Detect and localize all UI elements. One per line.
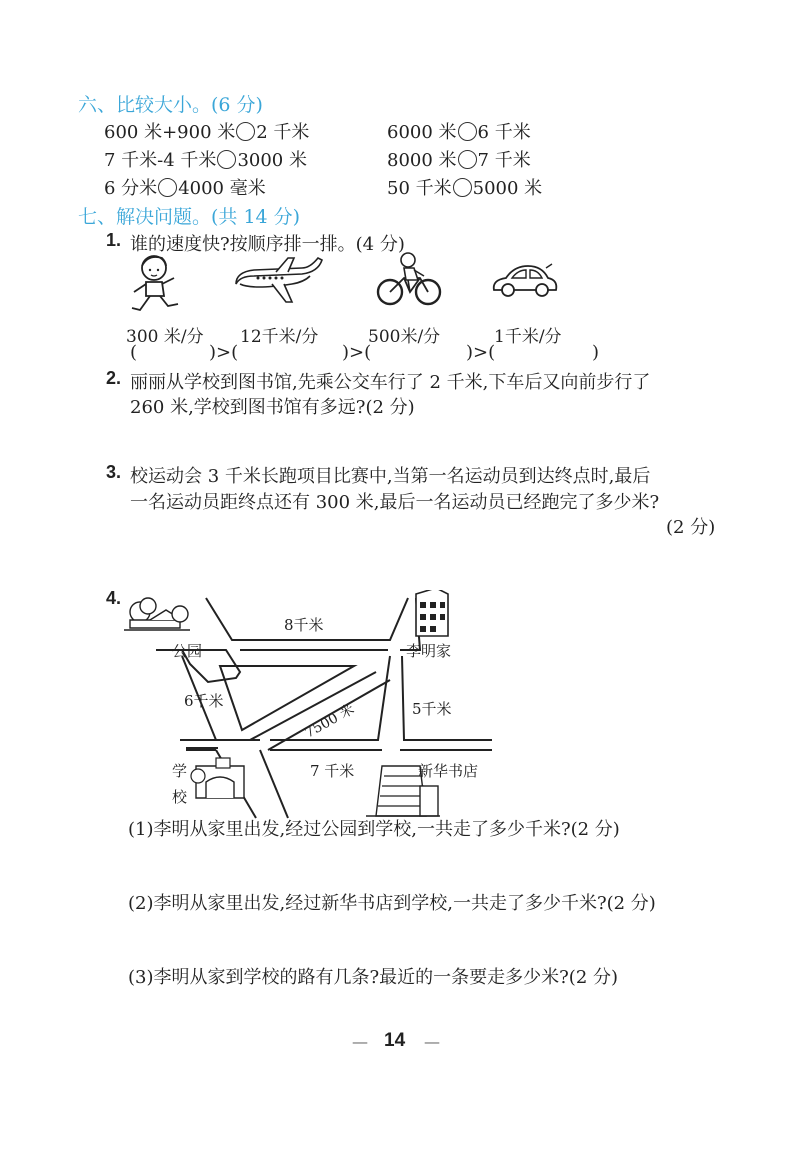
left-road-label: 6千米 <box>184 692 224 710</box>
order-greater: )>( <box>342 342 372 363</box>
section7-title: 七、解决问题。(共 14 分) <box>78 206 301 228</box>
compare-item <box>104 118 309 144</box>
compare-right-value: 5000 米 <box>472 178 543 199</box>
compare-left-value: 6 分米 <box>104 178 158 199</box>
compare-item <box>387 118 531 144</box>
compare-left-value: 600 米+900 米 <box>104 122 236 143</box>
q1-text: 谁的速度快?按顺序排一排。(4 分) <box>130 234 405 255</box>
q1-number: 1. <box>106 230 122 250</box>
home-building-icon <box>416 590 448 636</box>
home-label: 李明家 <box>406 642 452 660</box>
bottom-road-label: 7 千米 <box>310 762 355 780</box>
school-label-top: 学 <box>172 762 188 780</box>
speed-label: 300 米/分 <box>126 327 204 347</box>
compare-item <box>387 174 542 200</box>
school-icon <box>191 758 244 798</box>
compare-circle[interactable] <box>158 178 177 197</box>
order-greater: )>( <box>209 342 239 363</box>
compare-circle[interactable] <box>217 150 236 169</box>
page-dash-right: — <box>424 1032 440 1051</box>
compare-circle[interactable] <box>458 122 477 141</box>
cyclist-icon <box>376 252 442 308</box>
compare-left-value: 8000 米 <box>387 150 457 171</box>
compare-right-value: 3000 米 <box>237 150 307 171</box>
compare-item <box>104 146 307 172</box>
speed-label: 12千米/分 <box>240 327 319 347</box>
order-close: ) <box>592 342 600 363</box>
compare-left-value: 7 千米-4 千米 <box>104 150 217 171</box>
school-label-bottom: 校 <box>172 788 188 806</box>
diagonal-road-label: 7500 米 <box>302 701 358 742</box>
q3-number: 3. <box>106 462 122 482</box>
compare-right-value: 4000 毫米 <box>178 178 266 199</box>
top-road-label: 8千米 <box>284 616 324 634</box>
q4-sub1: (1)李明从家里出发,经过公园到学校,一共走了多少千米?(2 分) <box>128 819 620 840</box>
park-label: 公园 <box>172 642 203 660</box>
q4-number: 4. <box>106 588 122 608</box>
park-icon <box>124 598 190 630</box>
compare-left-value: 6000 米 <box>387 122 457 143</box>
order-greater: )>( <box>466 342 496 363</box>
page-number: 14 <box>384 1030 406 1051</box>
compare-left-value: 50 千米 <box>387 178 452 199</box>
car-icon <box>490 262 560 300</box>
page-dash-left: — <box>352 1032 368 1051</box>
bookstore-label: 新华书店 <box>418 762 479 780</box>
speed-label: 500米/分 <box>368 327 441 347</box>
q2-line: 260 米,学校到图书馆有多远?(2 分) <box>130 397 415 418</box>
q3-score: (2 分) <box>666 517 716 538</box>
right-road-label: 5千米 <box>412 700 452 718</box>
compare-item <box>387 146 531 172</box>
order-open: ( <box>130 342 138 363</box>
compare-right-value: 7 千米 <box>477 150 531 171</box>
speed-label: 1千米/分 <box>494 327 562 347</box>
q2-number: 2. <box>106 368 122 388</box>
airplane-icon <box>232 254 324 306</box>
q3-line: 校运动会 3 千米长跑项目比赛中,当第一名运动员到达终点时,最后 <box>130 466 651 487</box>
section6-title: 六、比较大小。(6 分) <box>78 94 263 116</box>
runner-child-icon <box>126 252 186 316</box>
q4-sub3: (3)李明从家到学校的路有几条?最近的一条要走多少米?(2 分) <box>128 967 619 988</box>
route-map <box>120 590 500 820</box>
compare-item <box>104 174 266 200</box>
compare-right-value: 6 千米 <box>477 122 531 143</box>
compare-circle[interactable] <box>458 150 477 169</box>
compare-circle[interactable] <box>236 122 255 141</box>
q3-line: 一名运动员距终点还有 300 米,最后一名运动员已经跑完了多少米? <box>130 492 660 513</box>
compare-circle[interactable] <box>453 178 472 197</box>
q4-sub2: (2)李明从家里出发,经过新华书店到学校,一共走了多少千米?(2 分) <box>128 893 656 914</box>
q2-line: 丽丽从学校到图书馆,先乘公交车行了 2 千米,下车后又向前步行了 <box>130 372 651 393</box>
compare-right-value: 2 千米 <box>256 122 310 143</box>
